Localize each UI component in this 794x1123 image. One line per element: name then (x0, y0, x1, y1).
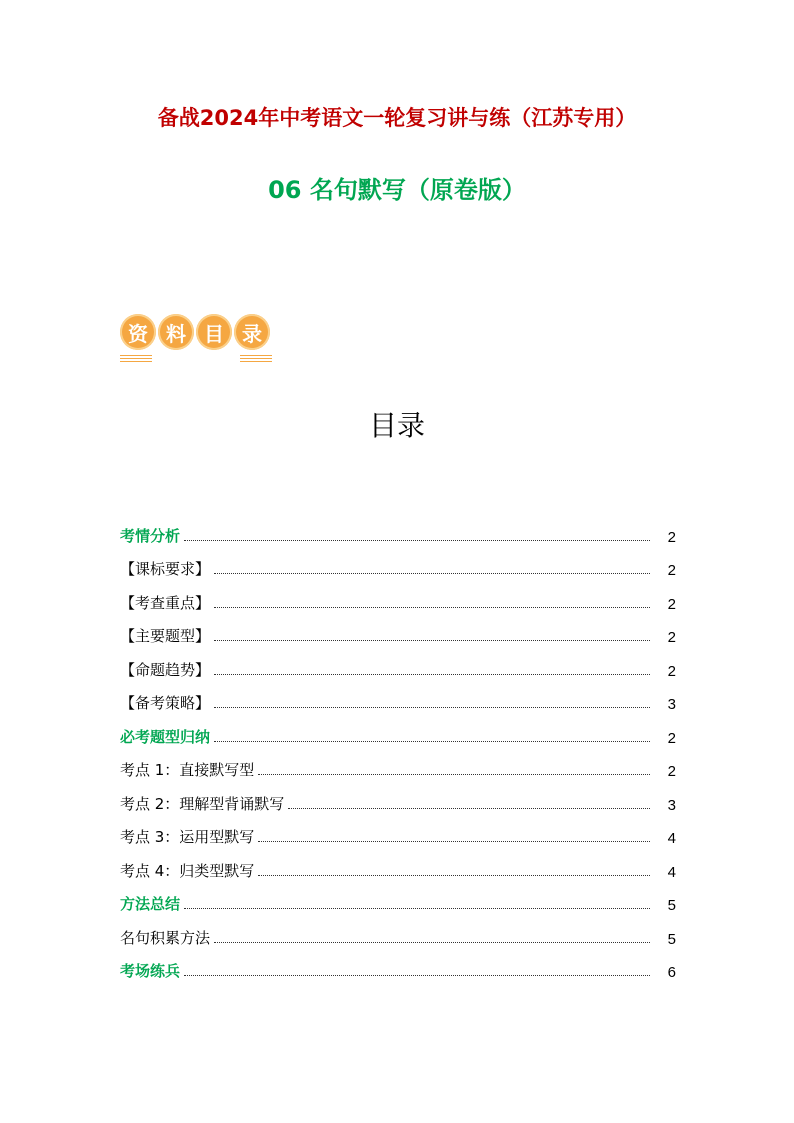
document-title: 06 名句默写（原卷版） (268, 176, 526, 204)
toc-entry-label: 【课标要求】 (120, 560, 211, 578)
badge-char: 料 (158, 314, 194, 350)
toc-entry-page: 4 (667, 830, 676, 847)
toc-entry[interactable] (120, 948, 676, 982)
toc-leader-dots (214, 740, 650, 742)
toc-leader-dots (258, 874, 650, 876)
toc-leader-dots (214, 706, 650, 708)
toc-entry-label: 考点 2：理解型背诵默写 (120, 794, 285, 813)
toc-entry-label: 考场练兵 (120, 962, 181, 980)
toc-entry[interactable] (120, 847, 676, 881)
badge-underline-decoration (120, 355, 272, 363)
toc-leader-dots (214, 673, 650, 675)
toc-entry-page: 2 (667, 562, 676, 579)
toc-leader-dots (184, 974, 650, 976)
toc-entry-label: 方法总结 (120, 895, 181, 913)
toc-entry-label: 【考查重点】 (120, 593, 211, 612)
toc-entry-page: 5 (667, 897, 676, 914)
toc-entry-label: 【备考策略】 (120, 694, 211, 712)
toc-entry-label: 考情分析 (120, 526, 181, 545)
toc-entry[interactable] (120, 747, 676, 781)
toc-entry-page: 3 (667, 696, 676, 713)
toc-heading: 目录 (368, 409, 425, 442)
toc-entry-label: 名句积累方法 (120, 928, 211, 947)
toc-leader-dots (184, 907, 650, 909)
toc-entry-page: 3 (667, 796, 676, 814)
toc-entry-label: 必考题型归纳 (120, 727, 211, 746)
series-title: 备战2024年中考语文一轮复习讲与练（江苏专用） (157, 106, 637, 130)
contents-badge (120, 314, 270, 350)
toc-entry-page: 2 (667, 528, 676, 546)
toc-entry[interactable] (120, 546, 676, 580)
table-of-contents (120, 512, 676, 981)
badge-char: 资 (120, 314, 156, 350)
toc-leader-dots (214, 572, 650, 574)
toc-entry-page: 2 (667, 763, 676, 780)
toc-entry[interactable] (120, 512, 676, 546)
toc-entry-label: 【主要题型】 (120, 627, 211, 645)
toc-entry-page: 2 (667, 595, 676, 613)
badge-char: 目 (196, 314, 232, 350)
toc-entry-page: 6 (667, 964, 676, 981)
toc-entry[interactable] (120, 613, 676, 647)
toc-entry-page: 5 (667, 930, 676, 948)
toc-entry-label: 考点 4：归类型默写 (120, 861, 255, 880)
badge-char: 录 (234, 314, 270, 350)
toc-entry-page: 2 (667, 629, 676, 646)
toc-leader-dots (258, 840, 650, 842)
toc-entry[interactable] (120, 680, 676, 714)
toc-entry[interactable] (120, 646, 676, 680)
toc-entry[interactable] (120, 780, 676, 814)
toc-entry-label: 考点 3：运用型默写 (120, 828, 255, 846)
toc-entry-label: 【命题趋势】 (120, 660, 211, 679)
toc-leader-dots (288, 807, 650, 809)
toc-entry[interactable] (120, 713, 676, 747)
toc-entry[interactable] (120, 814, 676, 848)
toc-entry-page: 2 (667, 662, 676, 680)
toc-entry-label: 考点 1：直接默写型 (120, 761, 255, 779)
toc-entry-page: 4 (667, 863, 676, 881)
toc-leader-dots (214, 941, 650, 943)
toc-entry-page: 2 (667, 729, 676, 747)
toc-leader-dots (214, 606, 650, 608)
toc-entry[interactable] (120, 881, 676, 915)
toc-entry[interactable] (120, 579, 676, 613)
toc-leader-dots (184, 539, 650, 541)
toc-entry[interactable] (120, 914, 676, 948)
toc-leader-dots (258, 773, 650, 775)
toc-leader-dots (214, 639, 650, 641)
